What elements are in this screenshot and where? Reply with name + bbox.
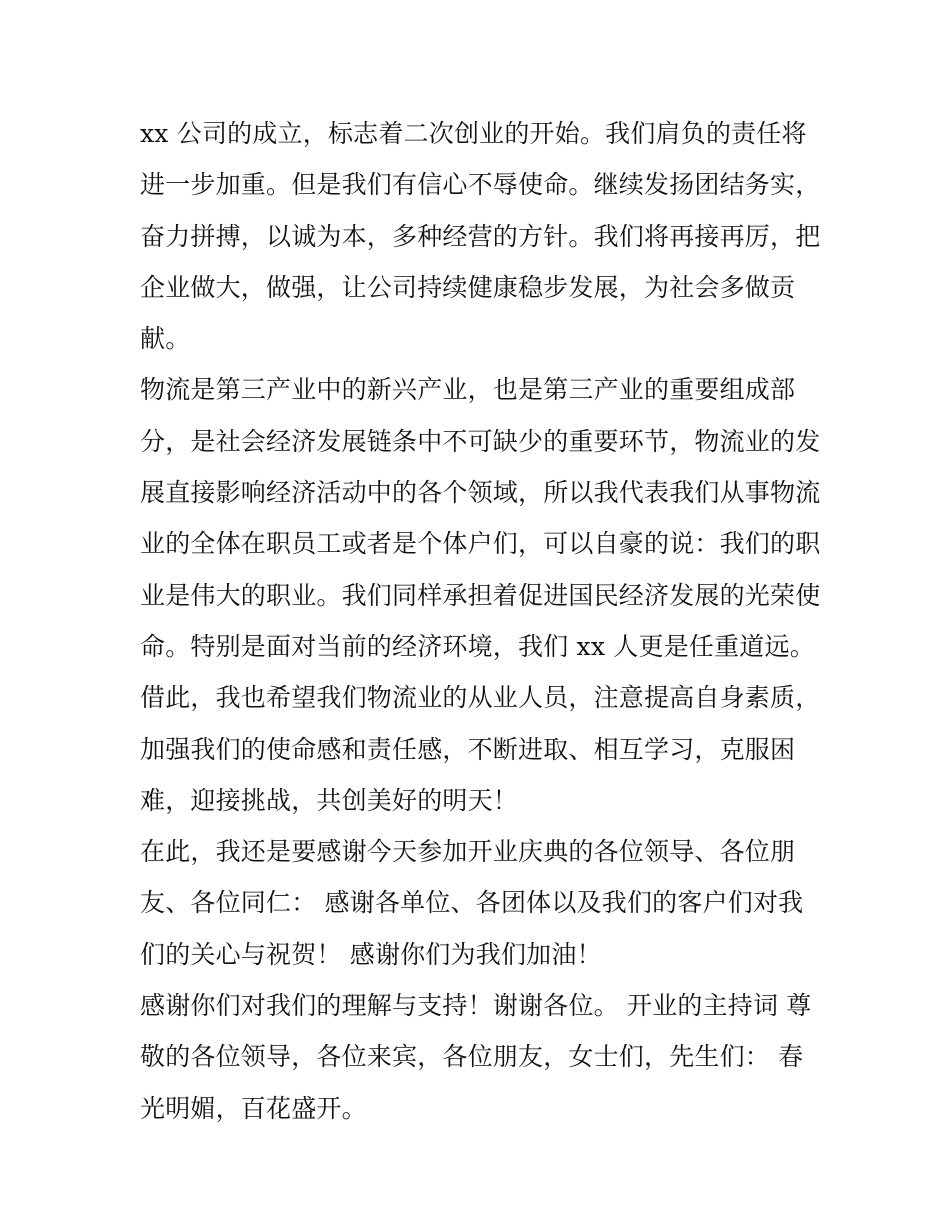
text-line: 命。特别是面对当前的经济环境，我们 xx 人更是任重道远。 [140, 631, 815, 661]
text-line: 难，迎接挑战，共创美好的明天！ [140, 785, 519, 815]
text-line: 加强我们的使命感和责任感，不断进取、相互学习，克服困 [140, 734, 796, 764]
text-line: 借此，我也希望我们物流业的从业人员，注意提高自身素质， [140, 683, 821, 713]
text-line: 奋力拼搏，以诚为本，多种经营的方针。我们将再接再厉，把 [140, 221, 821, 251]
text-line: 展直接影响经济活动中的各个领域，所以我代表我们从事物流 [140, 478, 821, 508]
text-line: 献。 [140, 324, 191, 354]
text-line: 友、各位同仁： 感谢各单位、各团体以及我们的客户们对我 [140, 888, 804, 918]
text-line: xx 公司的成立，标志着二次创业的开始。我们肩负的责任将 [140, 119, 807, 148]
text-line: 敬的各位领导，各位来宾，各位朋友，女士们，先生们： 春 [140, 1042, 804, 1072]
text-line: 业是伟大的职业。我们同样承担着促进国民经济发展的光荣使 [140, 580, 821, 610]
text-line: 光明媚，百花盛开。 [140, 1093, 367, 1123]
text-line: 进一步加重。但是我们有信心不辱使命。继续发扬团结务实， [140, 170, 821, 200]
text-line: 感谢你们对我们的理解与支持！谢谢各位。 开业的主持词 尊 [140, 991, 812, 1021]
text-line: 企业做大，做强，让公司持续健康稳步发展，为社会多做贡 [140, 272, 796, 302]
text-line: 业的全体在职员工或者是个体户们，可以自豪的说：我们的职 [140, 529, 821, 559]
text-line: 在此，我还是要感谢今天参加开业庆典的各位领导、各位朋 [140, 837, 796, 867]
text-line: 分，是社会经济发展链条中不可缺少的重要环节，物流业的发 [140, 426, 821, 456]
text-line: 们的关心与祝贺！ 感谢你们为我们加油！ [140, 939, 602, 969]
text-line: 物流是第三产业中的新兴产业，也是第三产业的重要组成部 [140, 375, 796, 405]
document-body [140, 108, 820, 1134]
